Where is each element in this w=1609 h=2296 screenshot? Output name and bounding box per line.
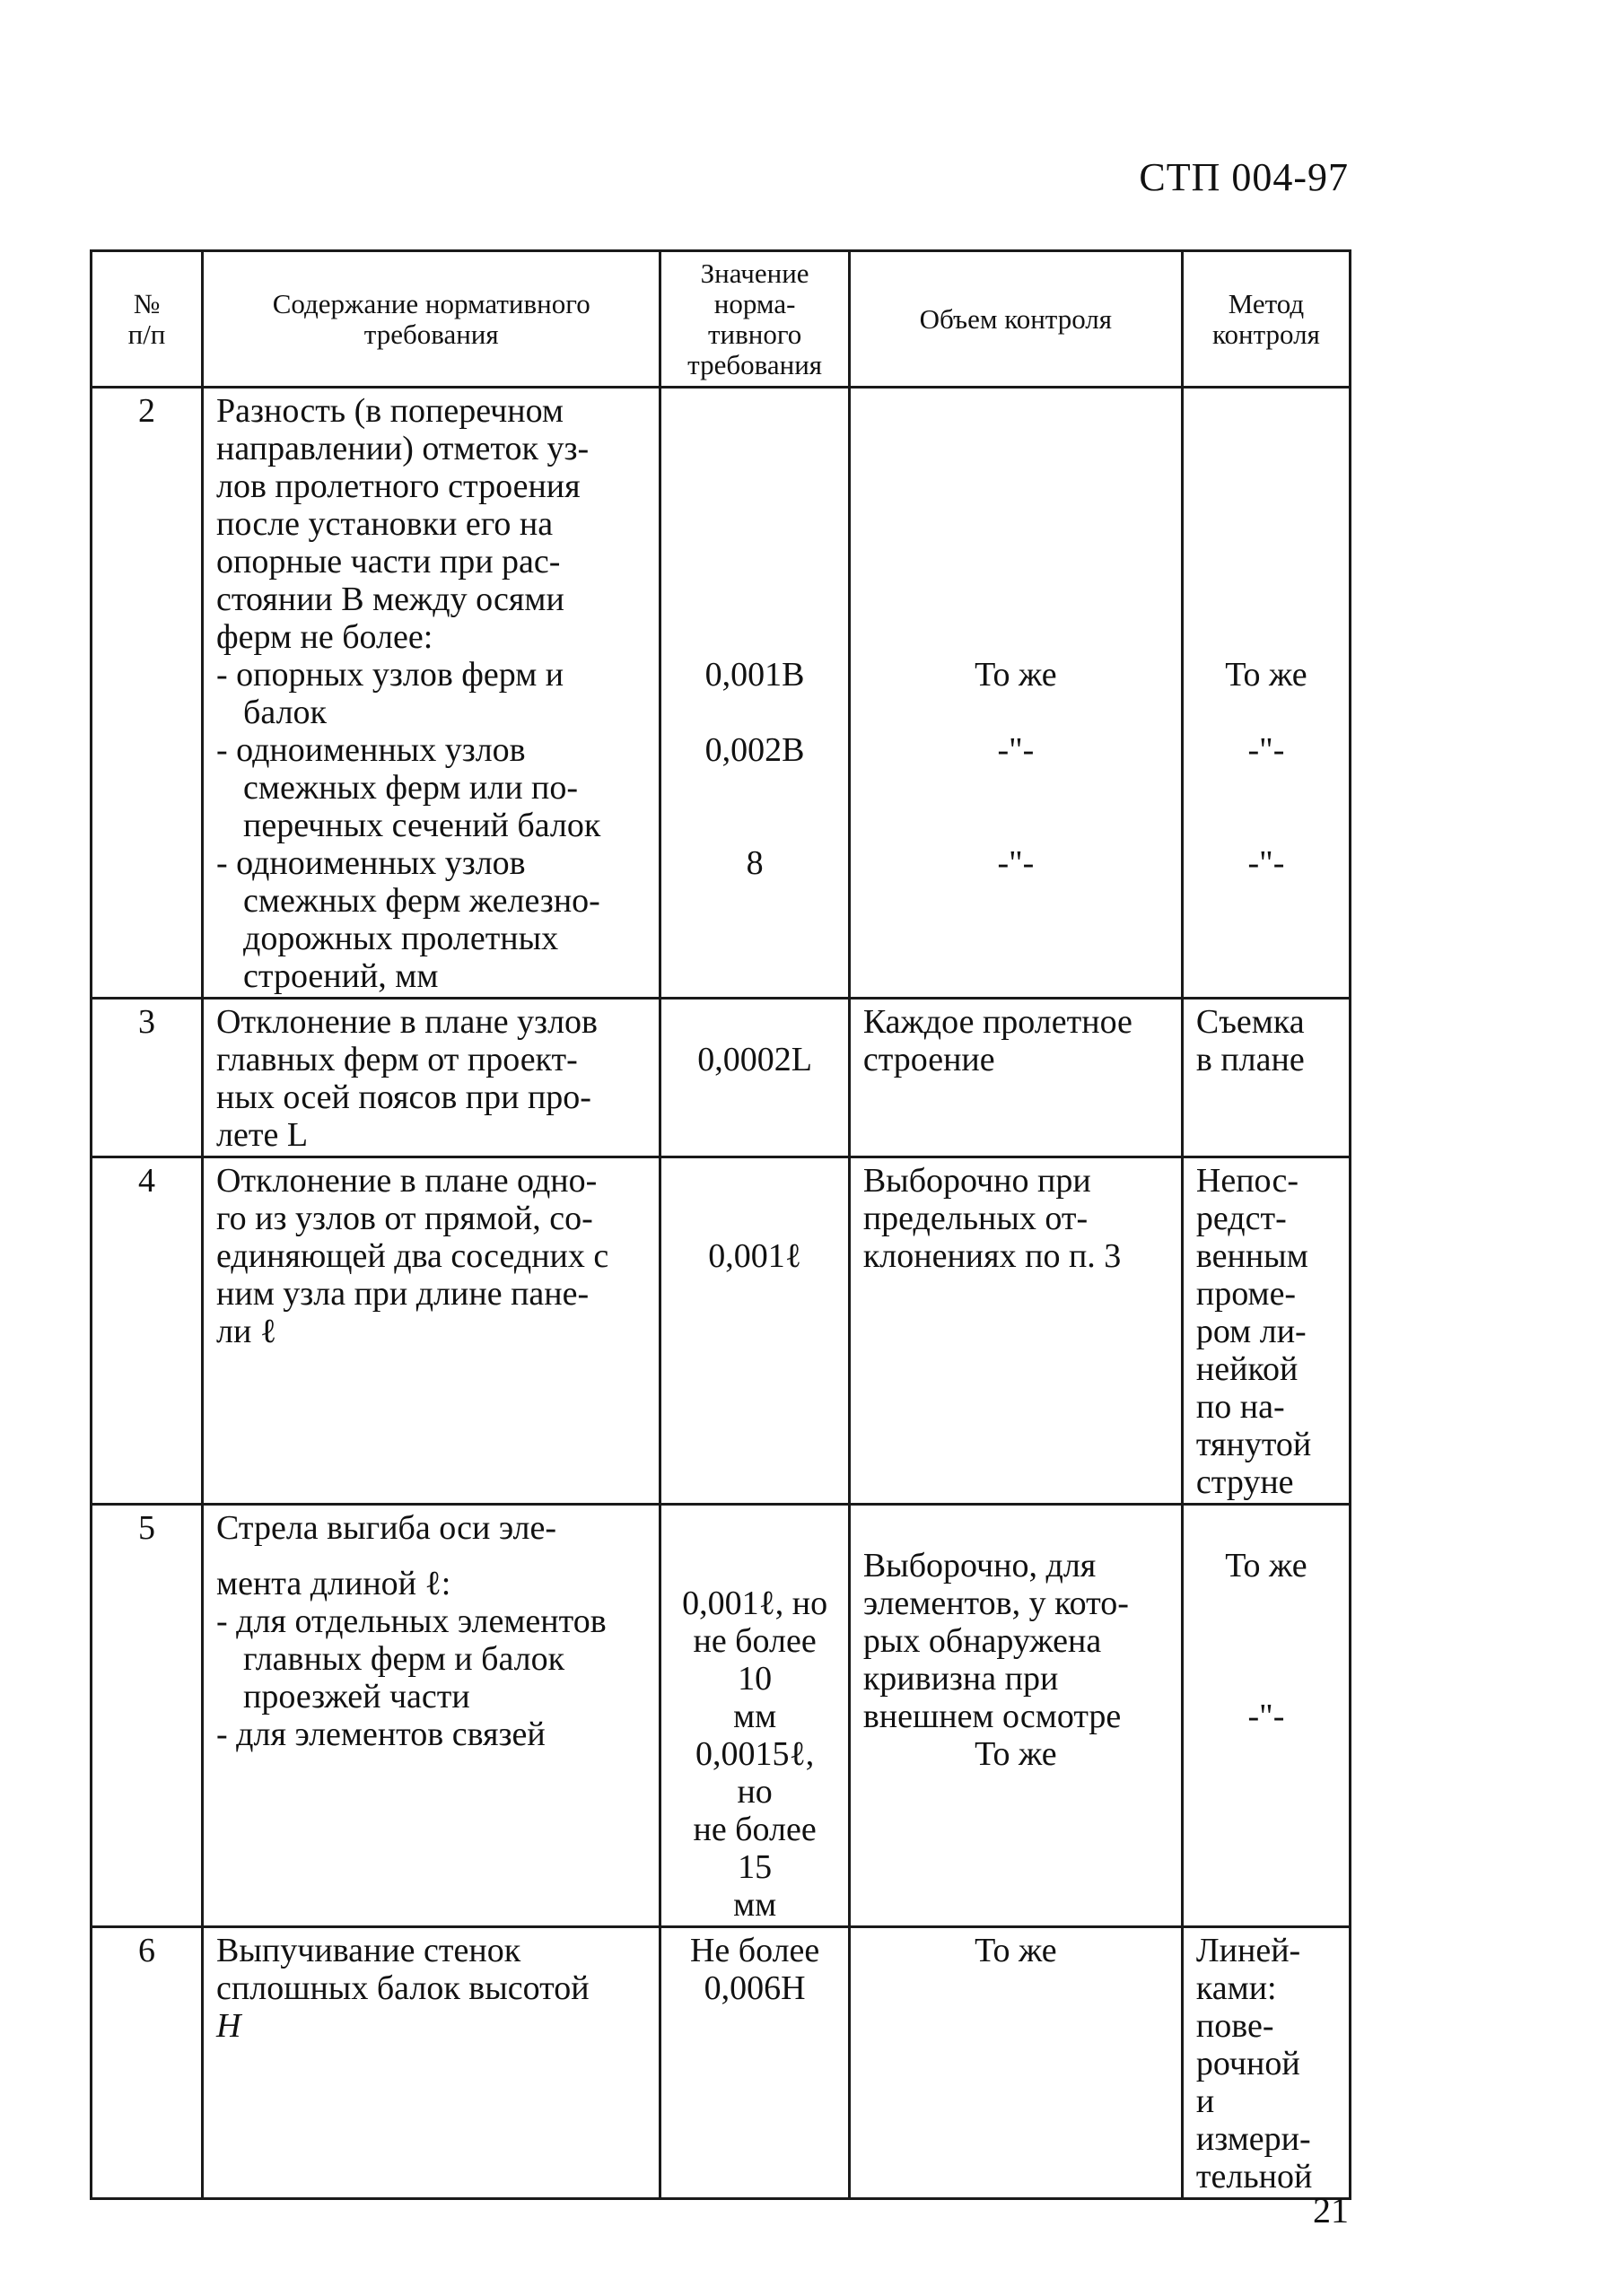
header-method-line: контроля [1212, 318, 1320, 350]
content-line: главных ферм от проект- [216, 1041, 578, 1078]
method-line: -"- [1247, 731, 1285, 769]
scope-line: Выборочно при [862, 1162, 1091, 1200]
content-line: балок [243, 694, 327, 731]
method-line: рочной [1195, 2045, 1300, 2082]
header-value-line: норма- [713, 287, 796, 319]
control-scope [849, 1157, 1182, 1505]
content-line: главных ферм и балок [243, 1640, 565, 1678]
value-line: 0,0002L [697, 1041, 812, 1078]
method-line: венным [1195, 1237, 1308, 1275]
content-line: опорные части при рас- [216, 543, 561, 581]
content-line: ферм не более: [216, 618, 433, 656]
method-line: ками: [1195, 1969, 1277, 2007]
requirements-table-wrapper [90, 249, 1351, 2200]
value-line: 0,006H [704, 1969, 806, 2007]
scope-line: То же [975, 656, 1057, 694]
page-number: 21 [1313, 2190, 1349, 2231]
content-line: направлении) отметок уз- [216, 430, 590, 467]
method-line: пове- [1195, 2007, 1274, 2045]
scope-line: То же [975, 1735, 1057, 1773]
content-line: смежных ферм или по- [243, 769, 579, 807]
scope-line: элементов, у кото- [862, 1585, 1129, 1622]
content-line: единяющей два соседних с [216, 1237, 609, 1275]
control-scope: То же [849, 1927, 1182, 2199]
header-value-line: Значение [700, 257, 809, 289]
control-scope [849, 999, 1182, 1157]
content-line: проезжей части [243, 1678, 470, 1715]
content-line: ли ℓ [216, 1313, 277, 1350]
normative-value [660, 1157, 849, 1505]
table-row-4 [92, 1157, 1351, 1505]
value-line: 8 [746, 844, 764, 882]
content-line: строений, мм [243, 957, 439, 995]
method-line: нейкой [1195, 1350, 1299, 1388]
value-line: не более 15 [693, 1811, 817, 1886]
requirements-table [90, 249, 1351, 2200]
header-value-line: тивного [707, 318, 802, 350]
header-num [92, 251, 203, 388]
method-line: -"- [1247, 1698, 1285, 1735]
content-line: после установки его на [216, 505, 554, 543]
header-method-line: Метод [1228, 287, 1305, 319]
content-line: H [216, 2007, 241, 2045]
row-number: 6 [92, 1927, 203, 2199]
content-line: ных осей поясов при про- [216, 1078, 591, 1116]
method-line: Непос- [1195, 1162, 1299, 1200]
value-line: не более 10 [693, 1622, 817, 1698]
content-line: Отклонение в плане одно- [216, 1162, 598, 1200]
header-num-line: п/п [127, 318, 166, 350]
value-line: 0,001ℓ [708, 1237, 801, 1275]
content-line: дорожных пролетных [243, 920, 559, 957]
control-method [1182, 388, 1350, 999]
scope-line: Каждое пролетное [862, 1003, 1132, 1041]
requirement-content [203, 388, 660, 999]
content-line: стоянии B между осями [216, 581, 564, 618]
content-line: сплошных балок высотой [216, 1969, 590, 2007]
content-line: го из узлов от прямой, со- [216, 1200, 593, 1237]
control-method [1182, 1505, 1350, 1927]
content-line: - одноименных узлов [216, 731, 526, 769]
method-line: тельной [1195, 2158, 1313, 2196]
method-line: тянутой [1195, 1426, 1312, 1463]
value-line: 0,001B [704, 656, 805, 694]
content-line: - для элементов связей [216, 1715, 546, 1753]
value-line: мм [733, 1698, 777, 1735]
method-line: Съемка [1195, 1003, 1305, 1041]
method-line: проме- [1195, 1275, 1297, 1313]
header-value-line: требования [687, 348, 823, 380]
method-line: в плане [1195, 1041, 1305, 1078]
method-line: по на- [1195, 1388, 1285, 1426]
header-scope: Объем контроля [849, 251, 1182, 388]
method-line: редст- [1195, 1200, 1287, 1237]
content-line: - одноименных узлов [216, 844, 526, 882]
content-line: ним узла при длине пане- [216, 1275, 590, 1313]
normative-value [660, 388, 849, 999]
requirement-content [203, 1927, 660, 2199]
table-row-5 [92, 1505, 1351, 1927]
row-number: 5 [92, 1505, 203, 1927]
content-line: перечных сечений балок [243, 807, 601, 844]
scope-line: -"- [997, 844, 1035, 882]
content-line: Разность (в поперечном [216, 392, 564, 430]
header-value [660, 251, 849, 388]
normative-value [660, 1505, 849, 1927]
content-line: мента длиной ℓ: [216, 1565, 451, 1602]
row-number: 4 [92, 1157, 203, 1505]
control-scope [849, 388, 1182, 999]
method-line: Линей- [1195, 1932, 1301, 1969]
method-line: струне [1195, 1463, 1294, 1501]
value-line: мм [733, 1886, 777, 1924]
table-row-3 [92, 999, 1351, 1157]
requirement-content [203, 1505, 660, 1927]
header-num-line: № [133, 287, 161, 319]
scope-line: рых обнаружена [862, 1622, 1102, 1660]
value-line: Не более [689, 1932, 820, 1969]
scope-line: строение [862, 1041, 995, 1078]
content-line: смежных ферм железно- [243, 882, 600, 920]
method-line: -"- [1247, 844, 1285, 882]
scope-line: предельных от- [862, 1200, 1089, 1237]
scope-line: внешнем осмотре [862, 1698, 1122, 1735]
scope-line: клонениях по п. 3 [862, 1237, 1122, 1275]
control-method [1182, 1157, 1350, 1505]
table-header-row [92, 251, 1351, 388]
method-line: То же [1225, 656, 1307, 694]
header-content-line: Содержание нормативного [272, 287, 590, 319]
content-line: - для отдельных элементов [216, 1602, 607, 1640]
table-row-2 [92, 388, 1351, 999]
row-number: 2 [92, 388, 203, 999]
method-line: ром ли- [1195, 1313, 1307, 1350]
value-line: 0,002B [704, 731, 805, 769]
content-line: Стрела выгиба оси эле- [216, 1509, 556, 1547]
scope-line: Выборочно, для [862, 1547, 1097, 1585]
control-method [1182, 999, 1350, 1157]
requirement-content [203, 1157, 660, 1505]
value-line: 0,0015ℓ, но [695, 1735, 815, 1811]
content-line: Выпучивание стенок [216, 1932, 521, 1969]
control-scope [849, 1505, 1182, 1927]
method-line: То же [1225, 1547, 1307, 1585]
header-content [203, 251, 660, 388]
content-line: - опорных узлов ферм и [216, 656, 564, 694]
method-line: измери- [1195, 2120, 1311, 2158]
header-method [1182, 251, 1350, 388]
content-line: лете L [216, 1116, 309, 1154]
normative-value [660, 999, 849, 1157]
method-line: и [1195, 2082, 1215, 2120]
content-line: Отклонение в плане узлов [216, 1003, 598, 1041]
content-line: лов пролетного строения [216, 467, 581, 505]
row-number: 3 [92, 999, 203, 1157]
document-code: СТП 004-97 [1139, 155, 1349, 199]
table-row-6 [92, 1927, 1351, 2199]
scope-line: кривизна при [862, 1660, 1059, 1698]
header-content-line: требования [363, 318, 499, 350]
requirement-content [203, 999, 660, 1157]
scope-line: -"- [997, 731, 1035, 769]
control-method [1182, 1927, 1350, 2199]
normative-value [660, 1927, 849, 2199]
value-line: 0,001ℓ, но [682, 1585, 828, 1622]
